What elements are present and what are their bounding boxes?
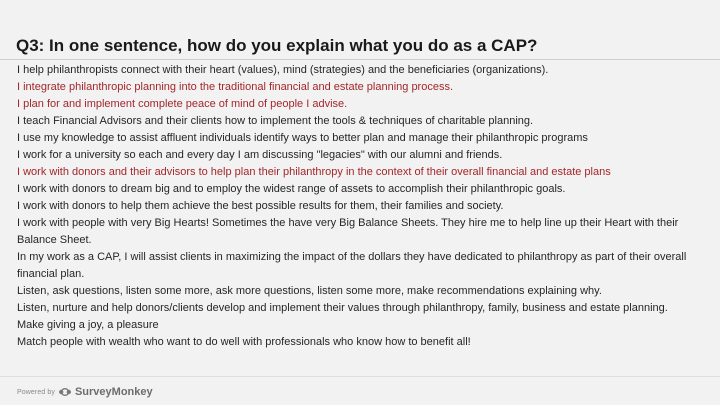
response-item: I work with donors to dream big and to employ the widest range of assets to accomplish their philanthropic goals. [17, 183, 566, 195]
response-item: I integrate philanthropic planning into the traditional financial and estate planning process. [17, 81, 454, 93]
responses-list [17, 62, 707, 351]
response-item: Match people with wealth who want to do well with professionals who know how to benefit all! [17, 336, 471, 348]
response-item: Make giving a joy, a pleasure [17, 319, 159, 331]
response-item: I help philanthropists connect with their heart (values), mind (strategies) and the beneficiaries (organizations). [17, 64, 549, 76]
surveymonkey-brand: SurveyMonkey [74, 386, 153, 398]
response-item: I work with donors and their advisors to help plan their philanthropy in the context of their overall financial and estate plans [17, 166, 611, 178]
footer [17, 384, 153, 400]
response-item: I work with people with very Big Hearts! Sometimes the have very Big Balance Sheets. They hire me to help line up their Heart with their Balance Sheet. [17, 217, 679, 246]
surveymonkey-logo-icon [58, 385, 72, 399]
footer-divider [0, 376, 720, 377]
title-divider [0, 59, 720, 60]
response-item: Listen, nurture and help donors/clients develop and implement their values through philanthropy, family, business and estate planning. [17, 302, 668, 314]
response-item: I plan for and implement complete peace of mind of people I advise. [17, 98, 348, 110]
response-item: Listen, ask questions, listen some more, ask more questions, listen some more, make recommendations explaining why. [17, 285, 602, 297]
slide-title: Q3: In one sentence, how do you explain what you do as a CAP? [16, 36, 538, 55]
response-item: I teach Financial Advisors and their clients how to implement the tools & techniques of charitable planning. [17, 115, 534, 127]
powered-by-label: Powered by [17, 388, 55, 396]
response-item: I work for a university so each and every day I am discussing "legacies" with our alumni and friends. [17, 149, 503, 161]
response-item: I use my knowledge to assist affluent individuals identify ways to better plan and manage their philanthropic programs [17, 132, 588, 144]
response-item: I work with donors to help them achieve the best possible results for them, their families and society. [17, 200, 504, 212]
response-item: In my work as a CAP, I will assist clients in maximizing the impact of the dollars they have dedicated to philanthropy as part of their overall financial plan. [17, 251, 687, 280]
